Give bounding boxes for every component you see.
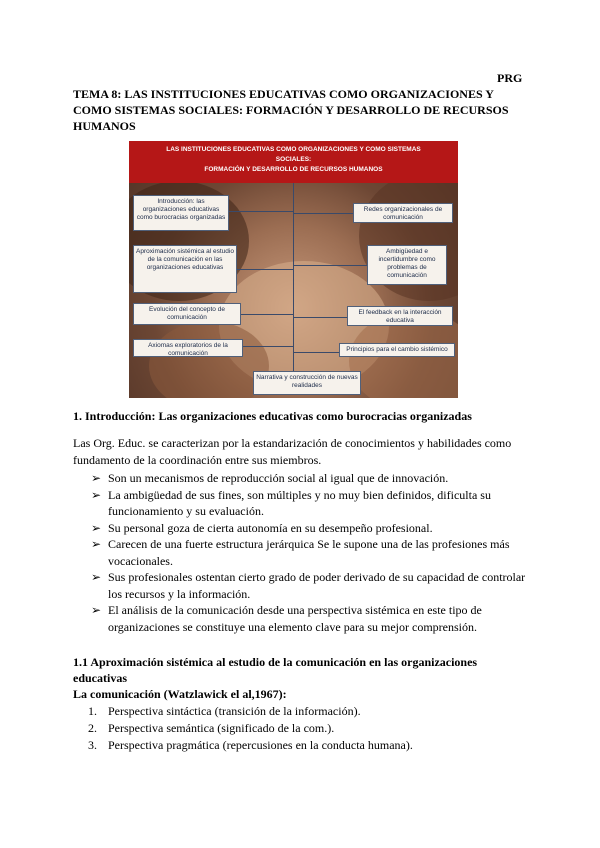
- arrow-bullet-icon: ➢: [91, 570, 102, 584]
- diagram-box-systemic: Aproximación sistémica al estudio de la comunicación en las organizaciones educativas: [133, 245, 237, 293]
- list-item: [91, 470, 531, 487]
- diagram-box-axioms: Axiomas exploratorios de la comunicación: [133, 339, 243, 357]
- diagram-banner: [129, 141, 458, 183]
- document-title: TEMA 8: LAS INSTITUCIONES EDUCATIVAS COMO ORGANIZACIONES Y COMO SISTEMAS SOCIALES: FORMACIÓN Y DESARROLLO DE RECURSOS HUMANOS: [73, 87, 509, 133]
- diagram-connector: [239, 314, 293, 315]
- diagram-connector: [293, 183, 294, 373]
- list-item-text: Su personal goza de cierta autonomía en su desempeño profesional.: [108, 520, 433, 535]
- list-item: [91, 602, 531, 635]
- list-item-text: Son un mecanismos de reproducción social al igual que de innovación.: [108, 471, 449, 485]
- section-1-title: 1. Introducción: Las organizaciones educativas como burocracias organizadas: [73, 409, 472, 423]
- diagram-box-evolution: Evolución del concepto de comunicación: [133, 303, 241, 325]
- diagram-connector: [227, 211, 293, 212]
- diagram-box-intro: Introducción: las organizaciones educativas como burocracias organizadas: [133, 195, 229, 231]
- list-item: [91, 487, 531, 520]
- diagram-box-networks: Redes organizacionales de comunicación: [353, 203, 453, 223]
- diagram-box-ambiguity: Ambigüedad e incertidumbre como problemas de comunicación: [367, 245, 447, 285]
- arrow-bullet-icon: ➢: [91, 520, 102, 535]
- diagram-banner-line: SOCIALES:: [275, 156, 312, 163]
- list-item: [73, 703, 533, 720]
- section-1-1-subtitle: La comunicación (Watzlawick el al,1967):: [73, 687, 287, 701]
- list-number: 3.: [88, 738, 97, 752]
- section-1-1-title: 1.1 Aproximación sistémica al estudio de la comunicación en las organizaciones educativas: [73, 655, 478, 685]
- diagram-box-principles: Principios para el cambio sistémico: [339, 343, 455, 357]
- concept-diagram-image: [129, 141, 458, 398]
- diagram-banner-line: FORMACIÓN Y DESARROLLO DE RECURSOS HUMANOS: [204, 166, 383, 173]
- diagram-banner-line: LAS INSTITUCIONES EDUCATIVAS COMO ORGANIZACIONES Y COMO SISTEMAS: [166, 146, 421, 153]
- section-1-1-numbered-list: [73, 703, 533, 754]
- list-number: 1.: [88, 704, 97, 718]
- diagram-connector: [293, 317, 349, 318]
- list-item: [73, 737, 533, 754]
- section-1-bullet-list: [91, 470, 531, 635]
- list-item: [91, 520, 531, 537]
- diagram-connector: [293, 213, 353, 214]
- list-item-text: La ambigüedad de sus fines, son múltiples y no muy bien definidos, dificulta su funcionamiento y su evaluación.: [108, 487, 491, 518]
- list-number: 2.: [88, 721, 97, 735]
- list-item-text: Perspectiva pragmática (repercusiones en la conducta humana).: [108, 738, 413, 752]
- list-item-text: Sus profesionales ostentan cierto grado de poder derivado de su capacidad de controlar los recursos y la información.: [108, 570, 526, 601]
- list-item-text: Perspectiva semántica (significado de la com.).: [108, 721, 335, 735]
- diagram-box-narrative: Narrativa y construcción de nuevas realidades: [253, 371, 361, 395]
- list-item-text: El análisis de la comunicación desde una perspectiva sistémica en este tipo de organizaciones se constituye una elemento clave para su mejor comprensión.: [108, 603, 482, 634]
- list-item-text: Carecen de una fuerte estructura jerárquica Se le supone una de las profesiones más vocacionales.: [108, 537, 510, 568]
- list-item: [91, 569, 531, 602]
- arrow-bullet-icon: ➢: [91, 603, 102, 617]
- arrow-bullet-icon: ➢: [91, 471, 102, 485]
- section-1-intro: Las Org. Educ. se caracterizan por la estandarización de conocimientos y habilidades como fundamento de la coordinación entre sus miembros.: [73, 436, 512, 467]
- arrow-bullet-icon: ➢: [91, 537, 102, 551]
- diagram-connector: [293, 352, 339, 353]
- header-tag: PRG: [497, 71, 523, 85]
- arrow-bullet-icon: ➢: [91, 487, 102, 502]
- list-item-text: Perspectiva sintáctica (transición de la información).: [108, 704, 361, 718]
- list-item: [73, 720, 533, 737]
- diagram-connector: [243, 346, 293, 347]
- diagram-box-feedback: El feedback en la interacción educativa: [347, 306, 453, 326]
- list-item: [91, 536, 531, 569]
- diagram-connector: [293, 265, 369, 266]
- diagram-connector: [237, 269, 293, 270]
